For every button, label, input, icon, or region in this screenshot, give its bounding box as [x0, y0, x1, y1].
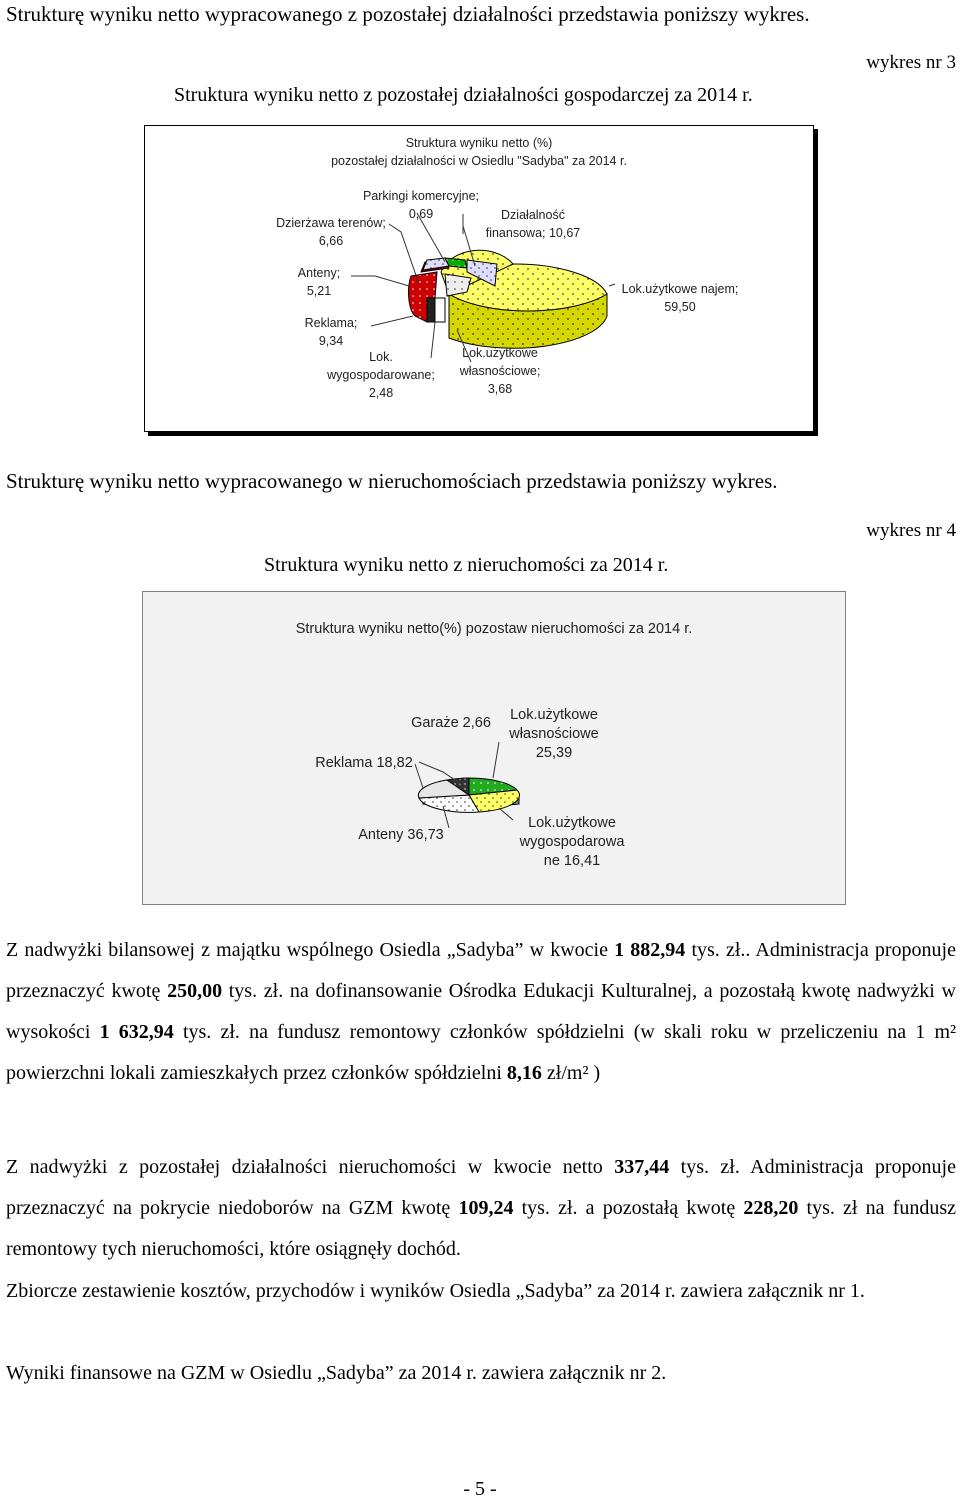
label-reklama-4: Reklama 18,82 — [315, 755, 413, 771]
paragraph-nadwyzka-nieruchomosci: Z nadwyżki z pozostałej działalności nieruchomości w kwocie netto 337,44 tys. zł. Administracja proponuje przeznaczyć na pokrycie niedoborów na GZM kwotę 109,24 tys. zł. a pozostałą kwotę 228,20 tys. zł na fundusz remontowy tych nieruchomości, które osiągnęły dochód. — [6, 1156, 956, 1260]
label-wlasnosciowe: Lok.użytkowe własnościowe; 3,68 — [459, 346, 541, 396]
chart-number-label-4: wykres nr 4 — [866, 520, 956, 541]
intro-text-2: Strukturę wyniku netto wypracowanego w nieruchomościach przedstawia poniższy wykres. — [6, 469, 778, 493]
pie-4 — [418, 778, 519, 812]
label-parkingi: Parkingi komercyjne; 0,69 — [362, 189, 479, 221]
chart-number-label-3: wykres nr 3 — [866, 52, 956, 73]
label-najem: Lok.użytkowe najem; 59,50 — [621, 282, 739, 314]
label-reklama: Reklama; 9,34 — [304, 316, 358, 348]
label-dzierzawa: Dzierżawa terenów; 6,66 — [276, 216, 386, 248]
label-anteny-4: Anteny 36,73 — [358, 827, 444, 843]
chart-heading-4: Struktura wyniku netto z nieruchomości za 2014 r. — [264, 554, 669, 576]
page-number: - 5 - — [463, 1478, 497, 1500]
label-garaze: Garaże 2,66 — [411, 715, 491, 731]
chart-heading-3: Struktura wyniku netto z pozostałej działalności gospodarczej za 2014 r. — [174, 84, 753, 106]
label-finansowa: Działalność finansowa; 10,67 — [485, 208, 581, 240]
chart-box-4 — [142, 591, 846, 905]
label-wygospodarowane: Lok. wygospodarowane; 2,48 — [327, 350, 435, 400]
paragraph-zalacznik-2: Wyniki finansowe na GZM w Osiedlu „Sadyba” za 2014 r. zawiera załącznik nr 2. — [6, 1362, 667, 1384]
chart-title-4: Struktura wyniku netto(%) pozostaw nieruchomości za 2014 r. — [295, 621, 693, 637]
chart-box-3 — [144, 125, 814, 432]
label-anteny: Anteny; 5,21 — [297, 266, 341, 298]
chart-title-3-line2: pozostałej działalności w Osiedlu "Sadyba" za 2014 r. — [331, 154, 627, 168]
paragraph-nadwyzka-bilansowa: Z nadwyżki bilansowej z majątku wspólnego Osiedla „Sadyba” w kwocie 1 882,94 tys. zł.. Administracja proponuje przeznaczyć kwotę 250,00 tys. zł. na dofinansowanie Ośrodka Edukacji Kulturalnej, a pozostałą kwotę nadwyżki w wysokości 1 632,94 tys. zł. na fundusz remontowy członków spółdzielni (w skali roku w przeliczeniu na 1 m² powierzchni lokali zamieszkałych przez członków spółdzielni 8,16 zł/m² ) — [6, 939, 956, 1084]
label-wlasnosciowe-4: Lok.użytkowe własnościowe 25,39 — [509, 707, 599, 761]
label-wygospodarowane-4: Lok.użytkowe wygospodarowa ne 16,41 — [519, 815, 625, 869]
chart-title-3-line1: Struktura wyniku netto (%) — [405, 136, 553, 150]
paragraph-zalacznik-1: Zbiorcze zestawienie kosztów, przychodów i wyników Osiedla „Sadyba” za 2014 r. zawiera załącznik nr 1. — [6, 1280, 865, 1302]
intro-text-1: Strukturę wyniku netto wypracowanego z pozostałej działalności przedstawia poniższy wykres. — [6, 2, 810, 26]
